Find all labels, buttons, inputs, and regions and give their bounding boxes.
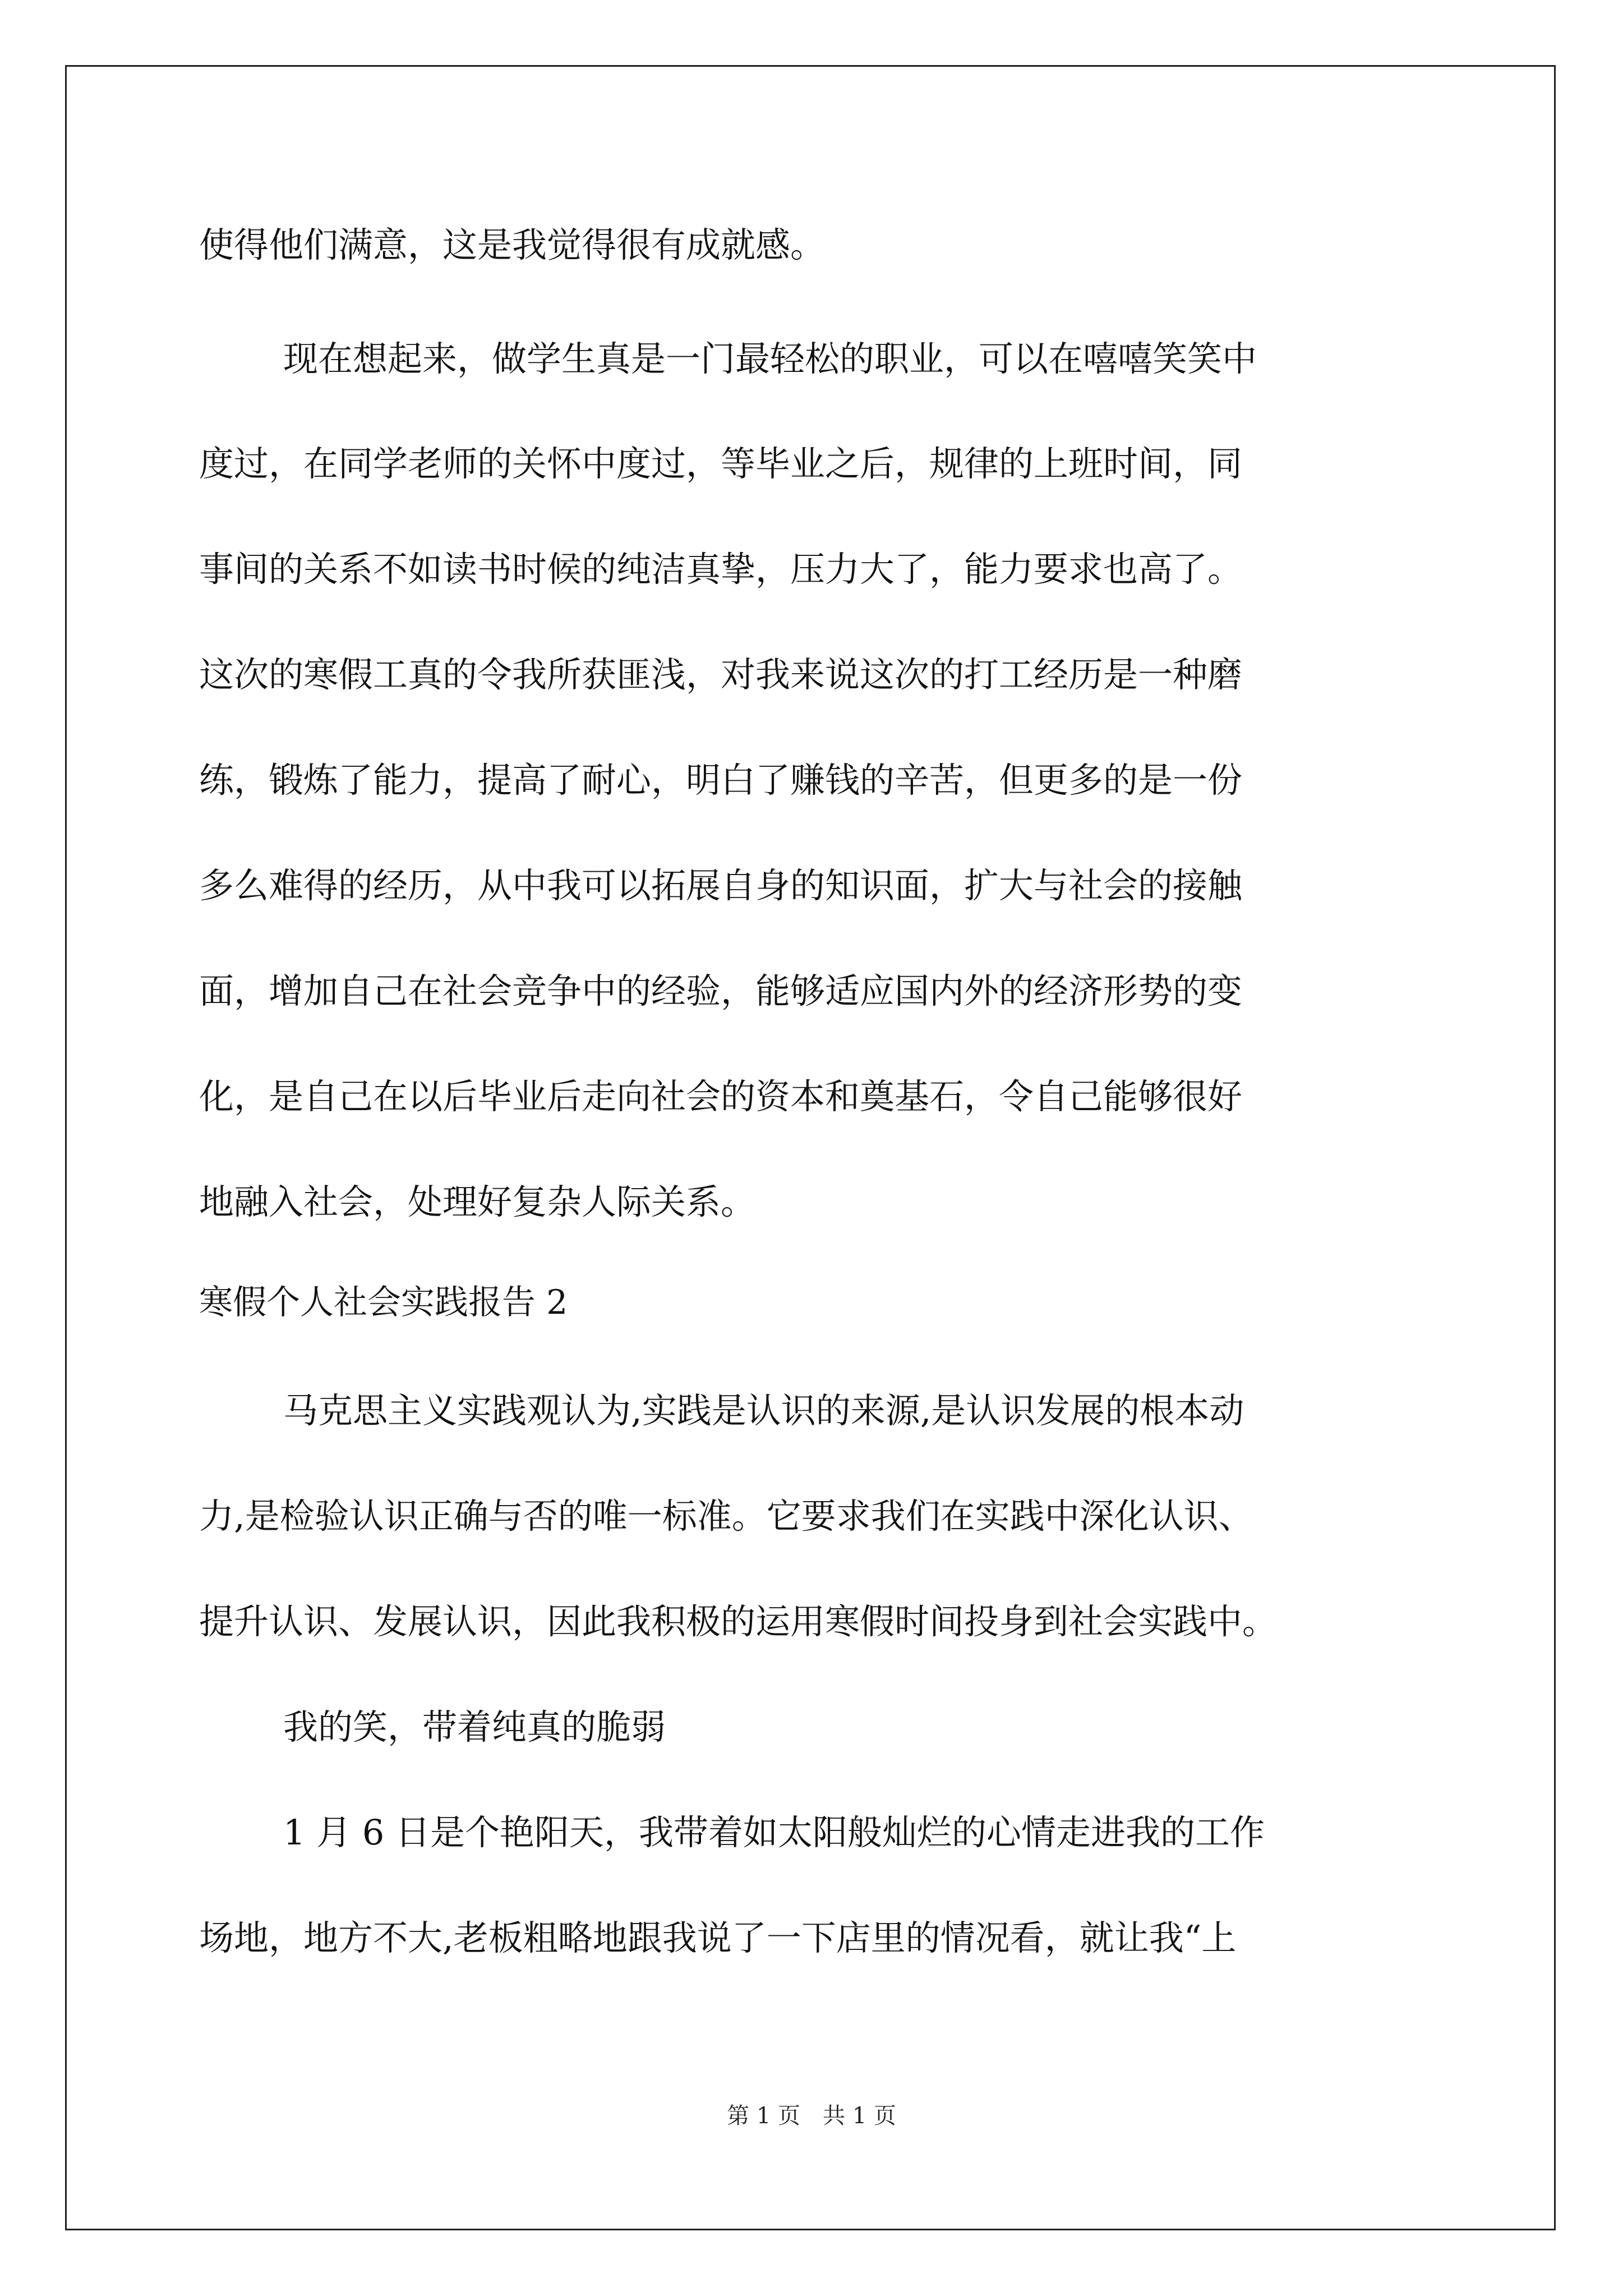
paragraph-line: 场地，地方不大,老板粗略地跟我说了一下店里的情况看，就让我“上 bbox=[199, 1917, 1237, 1958]
paragraph-line: 事间的关系不如读书时候的纯洁真挚，压力大了，能力要求也高了。 bbox=[199, 549, 1243, 590]
paragraph-line: 我的笑，带着纯真的脆弱 bbox=[283, 1706, 666, 1747]
paragraph-line: 多么难得的经历，从中我可以拓展自身的知识面，扩大与社会的接触 bbox=[199, 865, 1243, 906]
page-border bbox=[65, 65, 1556, 2230]
paragraph-line: 力,是检验认识正确与否的唯一标准。它要求我们在实践中深化认识、 bbox=[199, 1496, 1253, 1536]
paragraph-line: 地融入社会，处理好复杂人际关系。 bbox=[199, 1181, 756, 1222]
paragraph-line: 现在想起来，做学生真是一门最轻松的职业，可以在嘻嘻笑笑中 bbox=[283, 338, 1257, 379]
paragraph-line: 1 月 6 日是个艳阳天，我带着如太阳般灿烂的心情走进我的工作 bbox=[283, 1812, 1265, 1853]
paragraph-line: 马克思主义实践观认为,实践是认识的来源,是认识发展的根本动 bbox=[283, 1390, 1244, 1431]
paragraph-line: 练，锻炼了能力，提高了耐心，明白了赚钱的辛苦，但更多的是一份 bbox=[199, 760, 1243, 800]
page-number-footer: 第 1 页 共 1 页 bbox=[727, 2103, 896, 2129]
paragraph-line: 度过，在同学老师的关怀中度过，等毕业之后，规律的上班时间，同 bbox=[199, 443, 1243, 484]
paragraph-line: 这次的寒假工真的令我所获匪浅，对我来说这次的打工经历是一种磨 bbox=[199, 654, 1243, 695]
paragraph-line: 面，增加自己在社会竞争中的经验，能够适应国内外的经济形势的变 bbox=[199, 970, 1243, 1011]
section-heading: 寒假个人社会实践报告 2 bbox=[199, 1283, 568, 1322]
paragraph-line: 使得他们满意，这是我觉得很有成就感。 bbox=[199, 224, 826, 265]
paragraph-line: 提升认识、发展认识，因此我积极的运用寒假时间投身到社会实践中。 bbox=[199, 1601, 1278, 1642]
paragraph-line: 化，是自己在以后毕业后走向社会的资本和奠基石，令自己能够很好 bbox=[199, 1076, 1243, 1117]
